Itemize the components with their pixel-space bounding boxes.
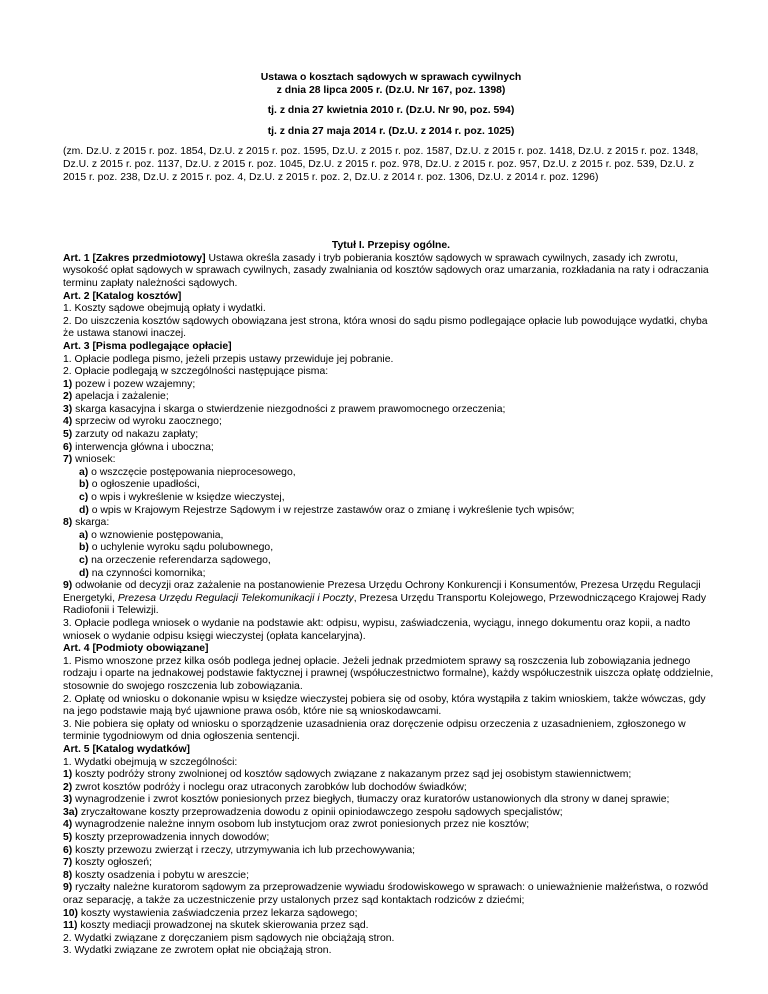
list-item: 2) zwrot kosztów podróży i noclegu oraz utraconych zarobków lub dochodów świadków; bbox=[63, 781, 467, 793]
sub-list-item: d) na czynności komornika; bbox=[79, 567, 206, 579]
act-title: Ustawa o kosztach sądowych w sprawach cywilnych bbox=[260, 72, 522, 83]
article-2-para-2: 2. Do uiszczenia kosztów sądowych obowiązana jest strona, która wnosi do sądu pismo podlegające opłacie lub powodujące wydatki, chyba że ustawa stanowi inaczej. bbox=[63, 315, 708, 340]
article-3-para-2: 2. Opłacie podlegają w szczególności następujące pisma: bbox=[63, 366, 329, 378]
sub-list-item: c) na orzeczenie referendarza sądowego, bbox=[79, 555, 271, 566]
list-item: 1) pozew i pozew wzajemny; bbox=[63, 378, 196, 390]
list-item: 1) koszty podróży strony zwolnionej od kosztów sądowych związane z nakazanym przez sąd jej osobistym stawiennictwem; bbox=[63, 769, 632, 781]
article-5-para-2: 2. Wydatki związane z doręczaniem pism sądowych nie obciążają stron. bbox=[63, 932, 395, 944]
article-4-para-1: 1. Pismo wnoszone przez kilka osób podlega jednej opłacie. Jeżeli jednak przedmiotem sprawy są roszczenia lub zobowiązania jednego rodzaju i oparte na jednakowej podstawie faktycznej i prawnej (współuczestnictwo formalne), każdy współuczestnik uiszcza opłatę oddzielnie, stosownie do swojego roszczenia lub zobowiązania. bbox=[63, 655, 714, 692]
article-4-heading: Art. 4 [Podmioty obowiązane] bbox=[63, 643, 209, 655]
list-item: 8) skarga: bbox=[63, 517, 110, 529]
article-4-para-3: 3. Nie pobiera się opłaty od wniosku o sporządzenie uzasadnienia oraz doręczenie odpisu orzeczenia z uzasadnieniem, zgłoszonego w terminie tygodniowym od dnia ogłoszenia sentencji. bbox=[63, 718, 686, 743]
article-5-heading: Art. 5 [Katalog wydatków] bbox=[63, 743, 191, 755]
list-item: 4) sprzeciw od wyroku zaocznego; bbox=[63, 416, 222, 428]
list-item: 9) ryczałty należne kuratorom sądowym za przeprowadzenie wywiadu środowiskowego w sprawach: o unieważnienie małżeństwa, o rozwód oraz separację, a także za uczestniczenie przy ustalonych przez sąd kontaktach rodziców z dziećmi; bbox=[63, 882, 709, 907]
list-item: 10) koszty wystawienia zaświadczenia przez lekarza sądowego; bbox=[63, 907, 358, 919]
article-5-para-1: 1. Wydatki obejmują w szczególności: bbox=[63, 756, 238, 768]
sub-list-item: a) o wznowienie postępowania, bbox=[79, 529, 224, 541]
sub-list-item: c) o wpis i wykreślenie w księdze wieczystej, bbox=[79, 492, 285, 504]
article-1 bbox=[63, 253, 719, 291]
list-item: 3a) zryczałtowane koszty przeprowadzenia dowodu z opinii opiniodawczego zespołu sądowych specjalistów; bbox=[63, 806, 563, 818]
sub-list-item: b) o uchylenie wyroku sądu polubownego, bbox=[79, 542, 274, 554]
consolidated-text-2014: tj. z dnia 27 maja 2014 r. (Dz.U. z 2014 r. poz. 1025) bbox=[267, 125, 515, 137]
section-title: Tytuł I. Przepisy ogólne. bbox=[331, 240, 451, 252]
article-5-para-3: 3. Wydatki związane ze zwrotem opłat nie obciążają stron. bbox=[63, 945, 332, 957]
article-3-para-3: 3. Opłacie podlega wniosek o wydanie na podstawie akt: odpisu, wypisu, zaświadczenia, wyciągu, innego dokumentu oraz kopii, a nadto wniosek o wydanie odpisu księgi wieczystej (opłata kancelaryjna). bbox=[63, 617, 691, 642]
list-item: 7) wniosek: bbox=[63, 454, 116, 466]
document-header bbox=[63, 72, 719, 138]
article-1-text: Ustawa określa zasady i tryb pobierania kosztów sądowych w sprawach cywilnych, zasady ich zwrotu, wysokość opłat sądowych w sprawach cywilnych, zasady zwalniania od kosztów sądowych oraz umarzania, rozkładania na raty i odraczania terminu zapłaty należności sądowych. bbox=[63, 252, 709, 289]
list-item: 2) apelacja i zażalenie; bbox=[63, 391, 169, 403]
article-1-heading: Art. 1 [Zakres przedmiotowy] bbox=[63, 252, 206, 264]
article-2-heading: Art. 2 [Katalog kosztów] bbox=[63, 290, 182, 302]
consolidated-text-2010: tj. z dnia 27 kwietnia 2010 r. (Dz.U. Nr 90, poz. 594) bbox=[267, 105, 515, 117]
sub-list-item: a) o wszczęcie postępowania nieprocesowego, bbox=[79, 466, 296, 478]
list-item: 9) odwołanie od decyzji oraz zażalenie na postanowienie Prezesa Urzędu Ochrony Konkurencji i Konsumentów, Prezesa Urzędu Regulacji Energetyki, Prezesa Urzędu Regulacji Telekomunikacji i Poczty, Prezesa Urzędu Transportu Kolejowego, Przewodniczącego Krajowej Rady Radiofonii i Telewizji. bbox=[63, 580, 707, 617]
list-item: 7) koszty ogłoszeń; bbox=[63, 857, 152, 869]
article-3-heading: Art. 3 [Pisma podlegające opłacie] bbox=[63, 340, 232, 352]
list-item: 5) zarzuty od nakazu zapłaty; bbox=[63, 429, 199, 441]
list-item: 3) wynagrodzenie i zwrot kosztów poniesionych przez biegłych, tłumaczy oraz kuratorów ustanowionych dla strony w danej sprawie; bbox=[63, 794, 670, 806]
list-item: 8) koszty osadzenia i pobytu w areszcie; bbox=[63, 869, 249, 881]
article-3-para-1: 1. Opłacie podlega pismo, jeżeli przepis ustawy przewiduje jej pobranie. bbox=[63, 353, 394, 365]
list-item: 6) interwencja główna i uboczna; bbox=[63, 441, 214, 453]
article-2-para-1: 1. Koszty sądowe obejmują opłaty i wydatki. bbox=[63, 303, 266, 315]
document-page bbox=[63, 72, 719, 958]
list-item: 3) skarga kasacyjna i skarga o stwierdzenie niezgodności z prawem prawomocnego orzeczenia; bbox=[63, 403, 506, 415]
list-item: 11) koszty mediacji prowadzonej na skutek skierowania przez sąd. bbox=[63, 920, 369, 932]
amendments-list: (zm. Dz.U. z 2015 r. poz. 1854, Dz.U. z 2015 r. poz. 1595, Dz.U. z 2015 r. poz. 1587, Dz.U. z 2015 r. poz. 1418, Dz.U. z 2015 r. poz. 1348, Dz.U. z 2015 r. poz. 1137, Dz.U. z 2015 r. poz. 1045, Dz.U. z 2015 r. poz. 978, Dz.U. z 2015 r. poz. 957, Dz.U. z 2015 r. poz. 539, Dz.U. z 2015 r. poz. 238, Dz.U. z 2015 r. poz. 4, Dz.U. z 2015 r. poz. 2, Dz.U. z 2014 r. poz. 1306, Dz.U. z 2014 r. poz. 1296) bbox=[63, 146, 699, 183]
list-item: 4) wynagrodzenie należne innym osobom lub instytucjom oraz zwrot poniesionych przez nie kosztów; bbox=[63, 819, 530, 831]
article-4-para-2: 2. Opłatę od wniosku o dokonanie wpisu w księdze wieczystej pobiera się od osoby, która wystąpiła z takim wnioskiem, także wówczas, gdy na jego podstawie mają być ujawnione prawa osób, które nie są wnioskodawcami. bbox=[63, 693, 706, 718]
list-item: 6) koszty przewozu zwierząt i rzeczy, utrzymywania ich lub przechowywania; bbox=[63, 844, 416, 856]
sub-list-item: d) o wpis w Krajowym Rejestrze Sądowym i w rejestrze zastawów oraz o zmianę i wykreślenie tych wpisów; bbox=[79, 504, 575, 516]
list-item: 5) koszty przeprowadzenia innych dowodów; bbox=[63, 832, 270, 844]
act-date: z dnia 28 lipca 2005 r. (Dz.U. Nr 167, poz. 1398) bbox=[276, 84, 506, 96]
sub-list-item: b) o ogłoszenie upadłości, bbox=[79, 479, 200, 491]
